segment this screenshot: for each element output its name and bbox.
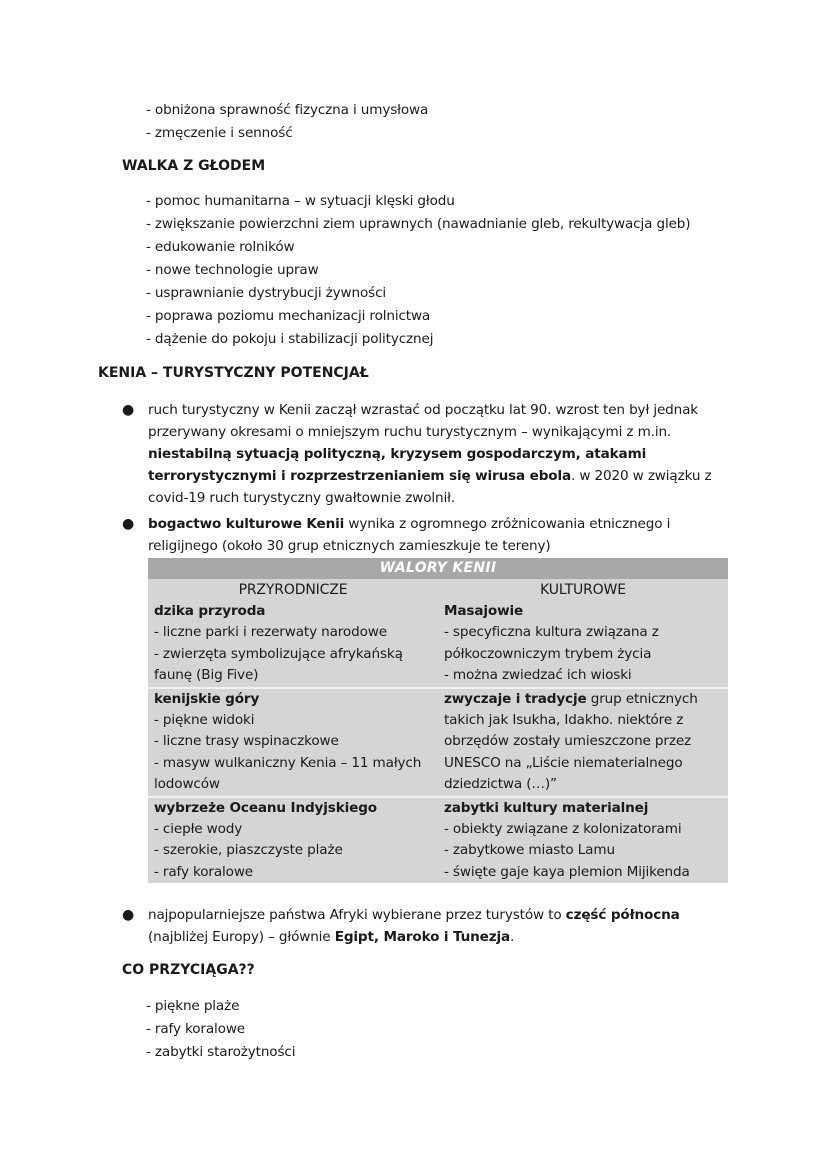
list-item: - usprawnianie dystrybucji żywności bbox=[146, 285, 387, 301]
table-row bbox=[148, 797, 728, 884]
cell-line: - szerokie, piaszczyste plaże bbox=[154, 842, 343, 859]
list-item: - nowe technologie upraw bbox=[146, 262, 319, 278]
cell-line: - zabytkowe miasto Lamu bbox=[444, 842, 615, 859]
list-item: - edukowanie rolników bbox=[146, 239, 295, 255]
cell-line: lodowców bbox=[154, 776, 220, 793]
walka-list bbox=[146, 190, 690, 351]
list-item: - poprawa poziomu mechanizacji rolnictwa bbox=[146, 308, 431, 324]
table-title: WALORY KENII bbox=[148, 558, 728, 579]
list-item: - zabytki starożytności bbox=[146, 1044, 296, 1060]
intro-list bbox=[146, 99, 428, 145]
bullet-paragraph-popular bbox=[122, 904, 722, 948]
cell-line: - święte gaje kaya plemion Mijikenda bbox=[444, 863, 690, 880]
table-row bbox=[148, 688, 728, 797]
cell-line: UNESCO na „Liście niematerialnego bbox=[444, 754, 683, 771]
list-item: - rafy koralowe bbox=[146, 1021, 246, 1037]
table-row bbox=[148, 601, 728, 688]
bullet-paragraph-tourism bbox=[122, 399, 722, 509]
cell-title: kenijskie góry bbox=[154, 690, 260, 707]
cell-line: - masyw wulkaniczny Kenia – 11 małych bbox=[154, 754, 422, 771]
paragraph-text: ruch turystyczny w Kenii zaczął wzrastać od początku lat 90. wzrost ten był jednak przerywany okresami o mniejszym ruchu turystycznym – wynikającymi z m.in. niestabilną sytuacją polityczną, kryzysem gospodarczym, atakami terrorystycznymi i rozprzestrzenianiem się wirusa ebola. w 2020 w związku z covid-19 ruch turystyczny gwałtownie zwolnił. bbox=[148, 402, 712, 506]
cell-line: - można zwiedzać ich wioski bbox=[444, 667, 632, 684]
cell-line: faunę (Big Five) bbox=[154, 667, 259, 684]
section-heading-kenia: KENIA – TURYSTYCZNY POTENCJAŁ bbox=[98, 365, 369, 381]
cell-title-line: zwyczaje i tradycje grup etnicznych bbox=[444, 690, 698, 707]
cell-line: - liczne trasy wspinaczkowe bbox=[154, 733, 339, 750]
cell-line: - piękne widoki bbox=[154, 712, 255, 729]
list-item: - pomoc humanitarna – w sytuacji klęski głodu bbox=[146, 193, 455, 209]
bullet-icon: ● bbox=[122, 516, 135, 532]
bullet-paragraph-culture bbox=[122, 513, 722, 557]
cell-title: Masajowie bbox=[444, 603, 524, 619]
cell-line: półkoczowniczym trybem życia bbox=[444, 645, 652, 662]
paragraph-text: bogactwo kulturowe Kenii wynika z ogromnego zróżnicowania etnicznego i religijnego (około 30 grup etnicznych zamieszkuje te tereny) bbox=[148, 516, 671, 554]
cell-title: dzika przyroda bbox=[154, 603, 266, 619]
walory-table bbox=[148, 558, 728, 883]
bullet-icon: ● bbox=[122, 402, 135, 418]
cell-line: takich jak Isukha, Idakho. niektóre z bbox=[444, 712, 684, 729]
cell-line: - obiekty związane z kolonizatorami bbox=[444, 821, 682, 838]
list-item: - piękne plaże bbox=[146, 998, 240, 1014]
cell-line: dziedzictwa (…)” bbox=[444, 776, 557, 793]
cell-title: wybrzeże Oceanu Indyjskiego bbox=[154, 799, 377, 816]
paragraph-text: najpopularniejsze państwa Afryki wybierane przez turystów to część północna (najbliżej Europy) – głównie Egipt, Maroko i Tunezja. bbox=[148, 907, 680, 945]
column-header-przyrodnicze: PRZYRODNICZE bbox=[238, 582, 348, 598]
column-header-kulturowe: KULTUROWE bbox=[540, 582, 626, 598]
list-item: - zmęczenie i senność bbox=[146, 125, 293, 141]
cell-line: - specyficzna kultura związana z bbox=[444, 624, 659, 641]
bullet-icon: ● bbox=[122, 907, 135, 923]
list-item: - obniżona sprawność fizyczna i umysłowa bbox=[146, 102, 429, 118]
list-item: - dążenie do pokoju i stabilizacji politycznej bbox=[146, 331, 434, 347]
cell-line: - liczne parki i rezerwaty narodowe bbox=[154, 624, 387, 641]
cell-line: - zwierzęta symbolizujące afrykańską bbox=[154, 645, 403, 662]
cell-title: zabytki kultury materialnej bbox=[444, 799, 649, 816]
cell-line: - rafy koralowe bbox=[154, 863, 254, 880]
przyciaga-list bbox=[146, 995, 295, 1064]
cell-line: - ciepłe wody bbox=[154, 821, 243, 838]
list-item: - zwiększanie powierzchni ziem uprawnych (nawadnianie gleb, rekultywacja gleb) bbox=[146, 216, 691, 232]
section-heading-przyciaga: CO PRZYCIĄGA?? bbox=[122, 962, 255, 978]
cell-line: obrzędów zostały umieszczone przez bbox=[444, 733, 692, 750]
section-heading-walka: WALKA Z GŁODEM bbox=[122, 158, 266, 174]
